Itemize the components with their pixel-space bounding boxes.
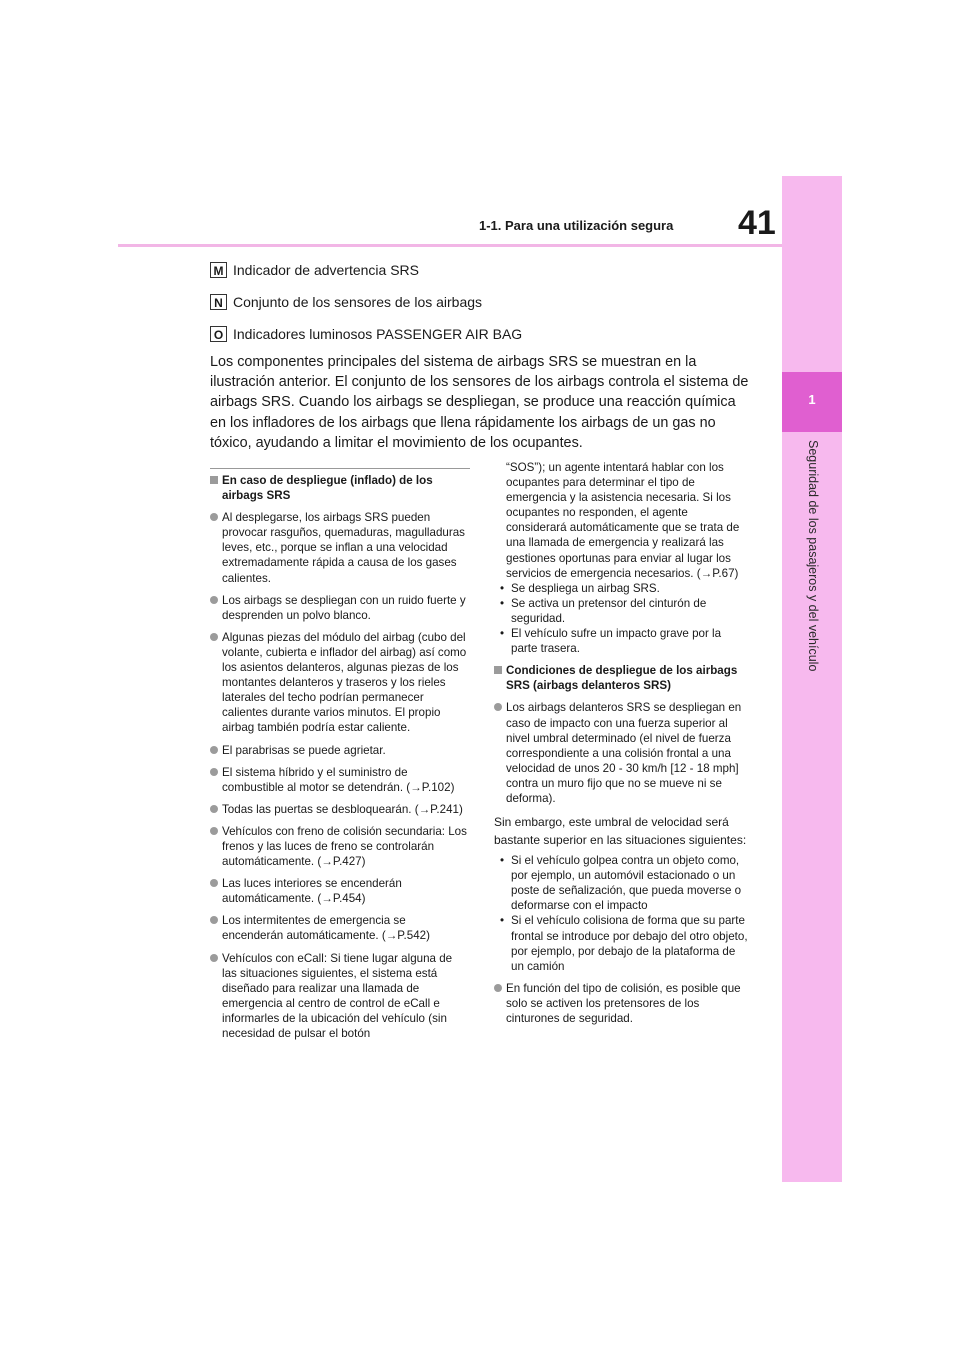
marker-n-text: Conjunto de los sensores de los airbags <box>233 294 483 310</box>
left-column <box>210 468 470 1048</box>
list-item: Las luces interiores se encenderán automáticamente. (→P.454) <box>210 876 470 906</box>
sub-list-item: • Si el vehículo colisiona de forma que su parte frontal se introduce por debajo del otro objeto, por ejemplo, por debajo de la plataforma de un camión <box>500 914 748 973</box>
dot-bullet-icon <box>210 879 218 887</box>
dot-bullet-icon <box>210 805 218 813</box>
dot-bullet-icon <box>210 768 218 776</box>
chapter-number-box <box>782 372 842 432</box>
sub-list-item: • Se despliega un airbag SRS. <box>500 581 660 595</box>
list-item: Los intermitentes de emergencia se encenderán automáticamente. (→P.542) <box>210 913 470 943</box>
list-item: En función del tipo de colisión, es posible que solo se activen los pretensores de los cinturones de seguridad. <box>494 981 750 1026</box>
chapter-number: 1 <box>808 392 816 407</box>
square-bullet-icon <box>494 666 502 674</box>
list-item: El sistema híbrido y el suministro de combustible al motor se detendrán. (→P.102) <box>210 765 470 795</box>
marker-o-text: Indicadores luminosos PASSENGER AIR BAG <box>233 326 523 342</box>
marker-m-badge: M <box>210 262 227 278</box>
list-item: El parabrisas se puede agrietar. <box>210 743 470 758</box>
list-item: Los airbags se despliegan con un ruido fuerte y desprenden un polvo blanco. <box>210 593 470 623</box>
right-column <box>494 460 750 1033</box>
marker-row-m <box>210 262 419 278</box>
marker-row-o <box>210 326 522 342</box>
sub-list-item: • Se activa un pretensor del cinturón de seguridad. <box>500 596 707 625</box>
ecall-continuation: “SOS”); un agente intentará hablar con los ocupantes para determinar el tipo de emergencia y la asistencia necesaria. Si los ocupantes no responden, el agente considerará automáticamente que se trata de una llamada de emergencia y realizará las gestiones oportunas para enviar al lugar los servicios de emergencia necesarios. (→P.67) <box>506 461 740 580</box>
section-title: 1-1. Para una utilización segura <box>479 218 674 233</box>
page-number: 41 <box>738 204 776 242</box>
header-rule <box>118 244 782 247</box>
sub-list-item: • Si el vehículo golpea contra un objeto como, por ejemplo, un automóvil estacionado o un poste de señalización, que pueda moverse o deformarse con el impacto <box>500 854 742 913</box>
square-bullet-icon <box>210 476 218 484</box>
threshold-paragraph: Sin embargo, este umbral de velocidad será bastante superior en las situaciones siguientes: <box>494 815 747 848</box>
dot-bullet-icon <box>210 916 218 924</box>
list-item: Vehículos con freno de colisión secundaria: Los frenos y las luces de freno se controlarán automáticamente. (→P.427) <box>210 824 470 869</box>
list-item: Algunas piezas del módulo del airbag (cubo del volante, cubierta e inflador del airbag) así como los asientos delanteros, algunas piezas de los montantes delanteros y traseros y los rieles laterales del techo podrían permanecer calientes durante varios minutos. El propio airbag también podría estar caliente. <box>210 630 470 736</box>
marker-m-text: Indicador de advertencia SRS <box>233 262 419 278</box>
list-item: Los airbags delanteros SRS se despliegan en caso de impacto con una fuerza superior al nivel umbral determinado (el nivel de fuerza correspondiente a una colisión frontal a una velocidad de unos 20 - 30 km/h [12 - 18 mph] contra un muro fijo que no se mueve ni se deforma). <box>494 700 750 806</box>
dot-bullet-icon <box>494 703 502 711</box>
dot-bullet-icon <box>210 746 218 754</box>
chapter-label: Seguridad de los pasajeros y del vehículo <box>806 440 820 672</box>
dot-bullet-icon <box>210 827 218 835</box>
list-item: Vehículos con eCall: Si tiene lugar alguna de las situaciones siguientes, el sistema está diseñado para realizar una llamada de emergencia al centro de control de eCall e informarles de la ubicación del vehículo (sin necesidad de pulsar el botón <box>210 951 470 1042</box>
deployment-heading: En caso de despliegue (inflado) de los airbags SRS <box>210 473 470 503</box>
conditions-heading: Condiciones de despliegue de los airbags SRS (airbags delanteros SRS) <box>494 663 750 693</box>
marker-n-badge: N <box>210 294 227 310</box>
list-item: Al desplegarse, los airbags SRS pueden provocar rasguños, quemaduras, magulladuras leves, etc., porque se inflan a una velocidad extremadamente rápida a causa de los gases calientes. <box>210 510 470 585</box>
list-item: Todas las puertas se desbloquearán. (→P.241) <box>210 802 470 817</box>
intro-paragraph: Los componentes principales del sistema de airbags SRS se muestran en la ilustración anterior. El conjunto de los sensores de los airbags controla el sistema de airbags SRS. Cuando los airbags se despliegan, se produce una reacción química en los infladores de los airbags que llena rápidamente los airbags de un gas no tóxico, ayudando a limitar el movimiento de los ocupantes. <box>210 354 749 451</box>
dot-bullet-icon <box>210 633 218 641</box>
marker-row-n <box>210 294 482 310</box>
dot-bullet-icon <box>210 596 218 604</box>
marker-o-badge: O <box>210 326 227 342</box>
chapter-side-tab <box>782 176 842 1182</box>
dot-bullet-icon <box>210 513 218 521</box>
sub-list-item: • El vehículo sufre un impacto grave por la parte trasera. <box>500 627 722 656</box>
dot-bullet-icon <box>494 984 502 992</box>
dot-bullet-icon <box>210 954 218 962</box>
